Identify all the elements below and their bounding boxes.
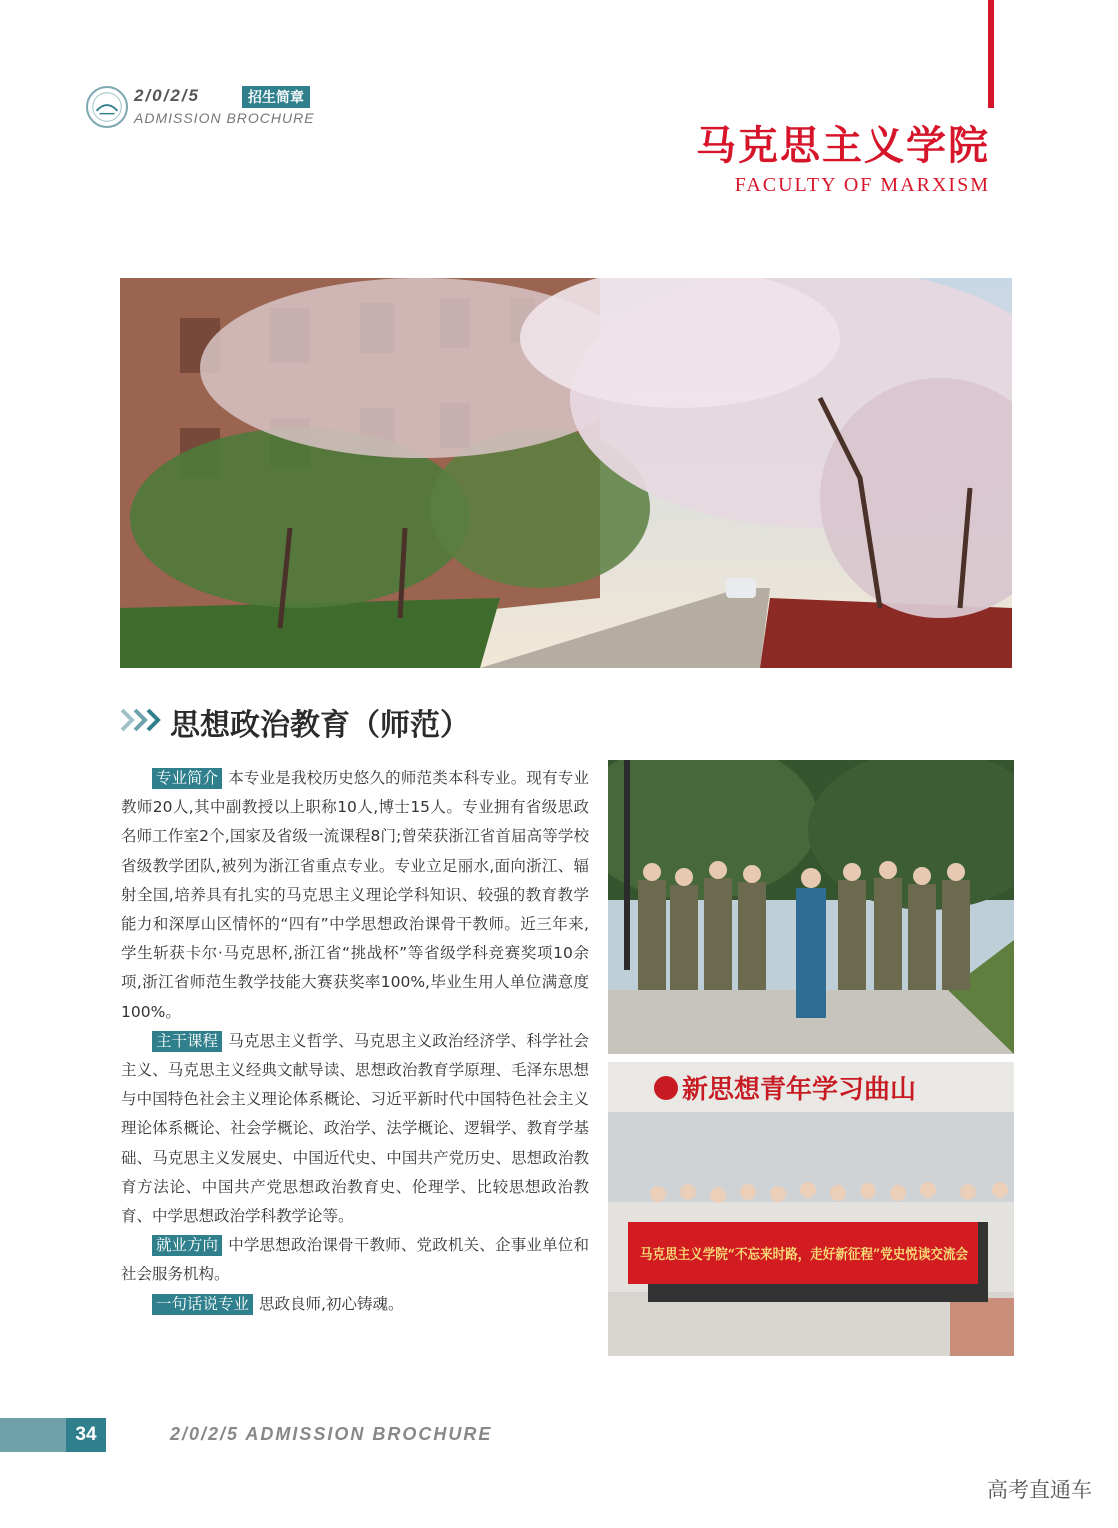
- intro-text: 本专业是我校历史悠久的师范类本科专业。现有专业教师20人,其中副教授以上职称10人,博士15人。专业拥有省级思政名师工作室2个,国家及省级一流课程8门;曾荣获浙江省首届高等学校省级教学团队,被列为浙江省重点专业。专业立足丽水,面向浙江、辐射全国,培养具有扎实的马克思主义理论学科知识、较强的教育教学能力和深厚山区情怀的“四有”中学思想政治课骨干教师。近三年来,学生斩获卡尔·马克思杯,浙江省“挑战杯”等省级学科竞赛奖项10余项,浙江省师范生教学技能大赛获奖率100%,毕业生用人单位满意度100%。: [121, 769, 589, 1021]
- label-intro: 专业简介: [152, 768, 222, 789]
- header-brochure-en: ADMISSION BROCHURE: [134, 110, 315, 126]
- faculty-title-cn: 马克思主义学院: [696, 123, 990, 169]
- intro-paragraph: [121, 764, 589, 1027]
- label-courses: 主干课程: [152, 1031, 222, 1052]
- motto-paragraph: [121, 1290, 589, 1319]
- header-brochure-tag: 招生简章: [242, 86, 310, 108]
- watermark-text: 高考直通车: [987, 1478, 1092, 1502]
- label-motto: 一句话说专业: [152, 1294, 253, 1315]
- footer-accent-bar: [0, 1418, 66, 1452]
- event-sign-text: 新思想青年学习曲山: [682, 1075, 917, 1105]
- courses-paragraph: [121, 1027, 589, 1231]
- program-description: [121, 764, 589, 1319]
- career-paragraph: [121, 1231, 589, 1289]
- group-banner-photo: [608, 1062, 1014, 1356]
- header-year: 2/0/2/5: [134, 86, 200, 105]
- banner-text: 马克思主义学院“不忘来时路，走好新征程”党史悦读交流会: [640, 1247, 1007, 1263]
- campus-blossom-photo: [120, 278, 1012, 668]
- header-accent-line: [988, 0, 994, 108]
- section-title: 思想政治教育（师范）: [170, 708, 470, 743]
- page-number: 34: [66, 1418, 106, 1452]
- motto-text: 思政良师,初心铸魂。: [259, 1294, 404, 1313]
- courses-text: 马克思主义哲学、马克思主义政治经济学、科学社会主义、马克思主义经典文献导读、思想政治教育学原理、毛泽东思想与中国特色社会主义理论体系概论、习近平新时代中国特色社会主义理论体系概论、社会学概论、政治学、法学概论、逻辑学、教育学基础、马克思主义发展史、中国近代史、中国共产党历史、思想政治教育方法论、中国共产党思想政治教育史、伦理学、比较思想政治教育、中学思想政治学科教学论等。: [121, 1031, 589, 1226]
- faculty-title-en: FACULTY OF MARXISM: [734, 174, 990, 196]
- university-logo-icon: [86, 86, 128, 128]
- footer-brochure-text: 2/0/2/5 ADMISSION BROCHURE: [170, 1424, 493, 1444]
- chevron-arrows-icon: [120, 707, 162, 737]
- label-career: 就业方向: [152, 1235, 222, 1256]
- career-text: 中学思想政治课骨干教师、党政机关、企事业单位和社会服务机构。: [121, 1236, 589, 1284]
- military-training-photo: [608, 760, 1014, 1054]
